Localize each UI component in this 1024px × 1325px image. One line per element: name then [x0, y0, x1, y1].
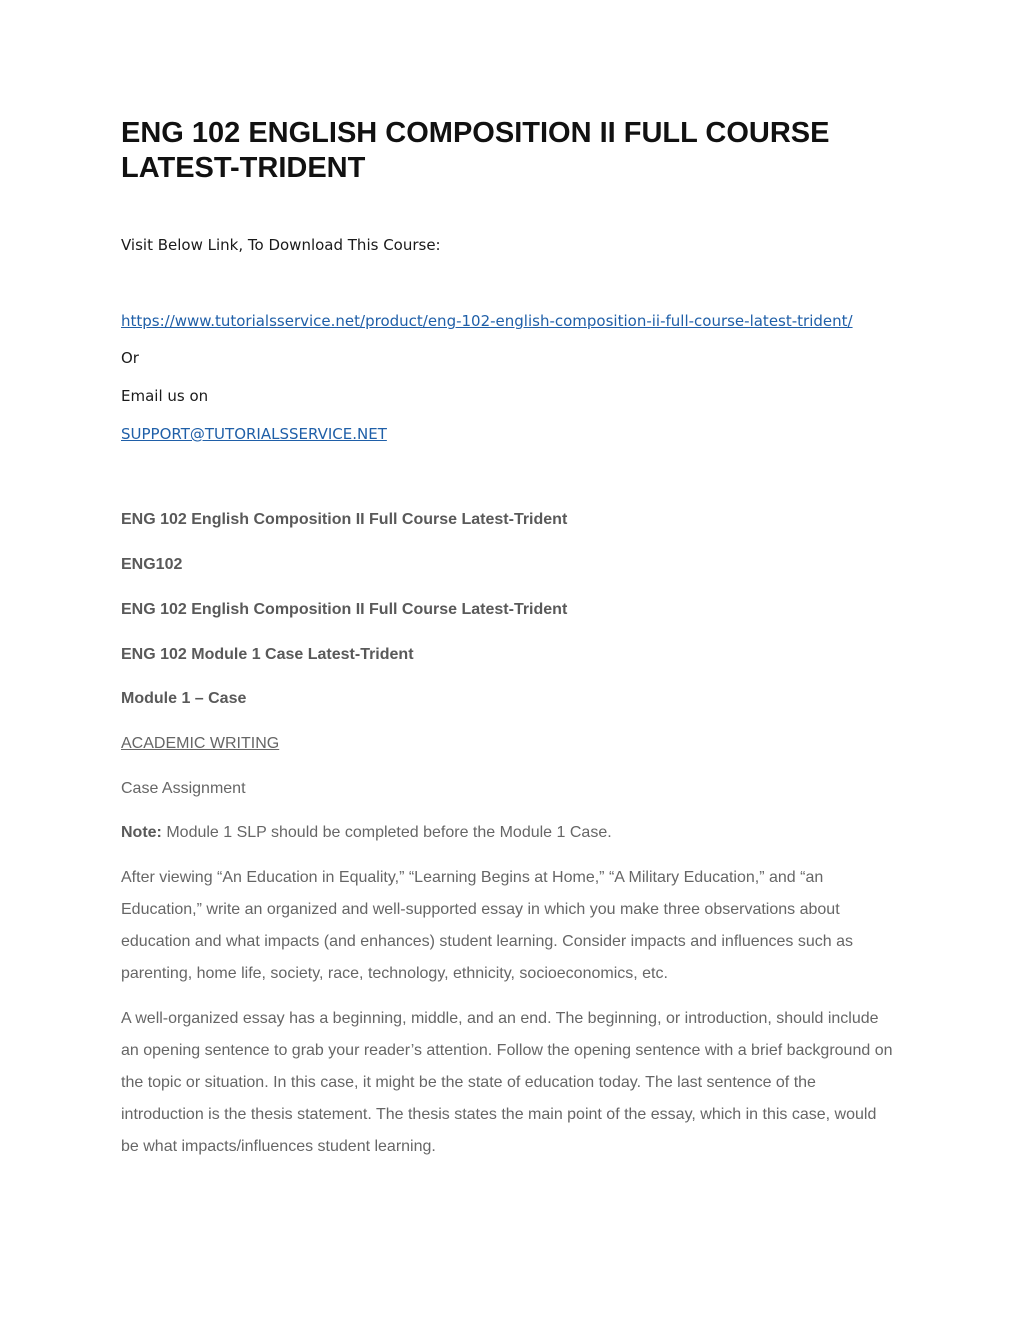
body-paragraph-1: After viewing “An Education in Equality,” “Learning Begins at Home,” “A Military Education,” and “an Education,” write an organized and well-supported essay in which you make three observations about education and what impacts (and enhances) student learning. Consider impacts and influences such as parenting, home life, society, race, technology, ethnicity, socioeconomics, etc.	[121, 869, 853, 982]
page-title: ENG 102 ENGLISH COMPOSITION II FULL COURSE LATEST-TRIDENT	[121, 117, 830, 184]
course-heading-2: ENG 102 English Composition II Full Course Latest-Trident	[121, 601, 568, 618]
product-link[interactable]: https://www.tutorialsservice.net/product/eng-102-english-composition-ii-full-course-latest-trident/	[121, 312, 853, 330]
module-case-heading: ENG 102 Module 1 Case Latest-Trident	[121, 646, 414, 663]
email-link[interactable]: SUPPORT@TUTORIALSSERVICE.NET	[121, 425, 387, 443]
case-assignment-label: Case Assignment	[121, 780, 246, 797]
course-code: ENG102	[121, 556, 183, 573]
note-line	[121, 824, 612, 842]
or-text: Or	[121, 349, 139, 367]
course-heading-1: ENG 102 English Composition II Full Course Latest-Trident	[121, 511, 568, 528]
body-paragraph-2: A well-organized essay has a beginning, middle, and an end. The beginning, or introduction, should include an opening sentence to grab your reader’s attention. Follow the opening sentence with a brief background on the topic or situation. In this case, it might be the state of education today. The last sentence of the introduction is the thesis statement. The thesis states the main point of the essay, which in this case, would be what impacts/influences student learning.	[121, 1010, 893, 1155]
academic-writing-link[interactable]: ACADEMIC WRITING	[121, 735, 280, 752]
module-label: Module 1 – Case	[121, 690, 247, 707]
note-text: Module 1 SLP should be completed before the Module 1 Case.	[161, 824, 612, 841]
visit-instruction: Visit Below Link, To Download This Course:	[121, 236, 441, 254]
note-label: Note:	[121, 824, 162, 841]
email-instruction: Email us on	[121, 387, 209, 405]
